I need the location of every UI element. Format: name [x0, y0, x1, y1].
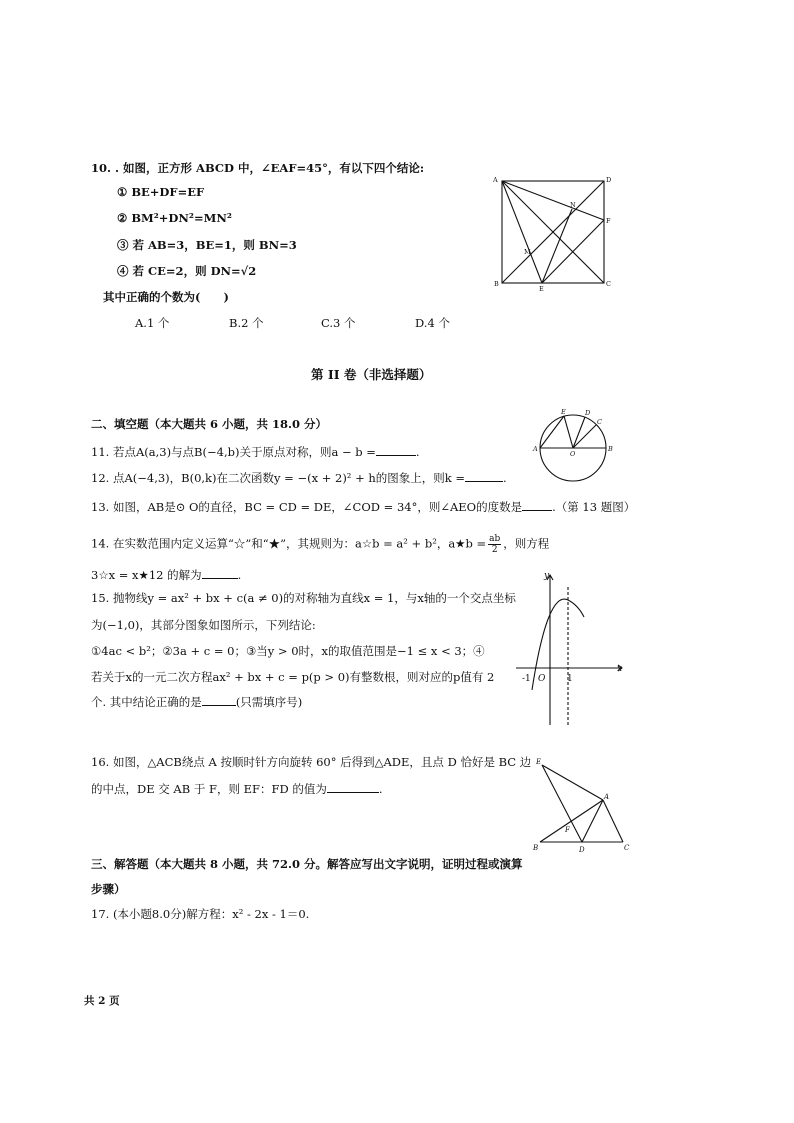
label-d: D [579, 846, 585, 854]
q15-line-2: 为(−1,0)，其部分图象如图所示，下列结论: [91, 618, 316, 632]
q15-answer-blank[interactable] [202, 693, 236, 706]
q10-option-c: C.3 个 [321, 316, 356, 330]
section-2-title: 第 II 卷（非选择题） [311, 367, 432, 382]
q10-item-3: ③ 若 AB=3，BE=1，则 BN=3 [117, 238, 297, 252]
q11-answer-blank[interactable] [376, 443, 416, 456]
q10-item-2: ② BM²+DN²=MN² [117, 211, 232, 225]
label-c: C [624, 844, 630, 852]
label-d: D [585, 409, 591, 417]
label-d: D [606, 176, 612, 184]
q12 [91, 469, 507, 486]
q14-text: 14. 在实数范围内定义运算“☆”和“★”，其规则为：a☆b = a² + b²，a★b = [91, 536, 487, 551]
segment-ad [582, 800, 603, 842]
q11-end: . [415, 445, 420, 459]
label-c: C [606, 280, 611, 288]
label-o: O [570, 450, 576, 458]
segment-ac [603, 800, 623, 842]
q14-fraction-num: ab [489, 534, 501, 544]
q10-option-b: B.2 个 [229, 316, 264, 330]
q10-item-1: ① BE+DF=EF [117, 185, 205, 199]
q14-line-1 [91, 534, 549, 555]
q12-text: 12. 点A(−4,3)，B(0,k)在二次函数y = −(x + 2)² + h的图象上，则k = [91, 471, 466, 485]
q13 [91, 498, 635, 515]
label-c: C [597, 418, 602, 426]
label-origin: O [538, 674, 546, 684]
page-footer: 共 2 页 [84, 995, 120, 1007]
q15-line-4: 若关于x的一元二次方程ax² + bx + c = p(p > 0)有整数根，则对应的p值有 2 [91, 670, 495, 684]
q16-line-1: 16. 如图，△ACB绕点 A 按顺时针方向旋转 60° 后得到△ADE，且点 D 恰好是 BC 边 [91, 755, 532, 769]
label-n: N [570, 201, 576, 209]
q14-end: . [237, 568, 242, 582]
q16-answer-blank[interactable] [327, 780, 379, 793]
label-b: B [533, 844, 539, 852]
label-b: B [608, 445, 613, 453]
q14-answer-blank[interactable] [202, 566, 238, 579]
q16-line-2 [91, 780, 383, 797]
q16-end: . [378, 782, 383, 796]
label-e: E [536, 758, 542, 766]
q11-text: 11. 若点A(a,3)与点B(−4,b)关于原点对称，则a − b = [91, 445, 376, 459]
q12-end: . [503, 471, 507, 485]
q14-fraction-den: 2 [491, 545, 498, 555]
q17: 17. (本小题8.0分)解方程：x² - 2x - 1＝0. [91, 907, 310, 921]
q10-question: 其中正确的个数为( ) [103, 290, 229, 304]
label-b: B [494, 280, 499, 288]
q15-line-5 [91, 693, 302, 710]
q11 [91, 443, 420, 460]
label-one: 1 [567, 674, 573, 684]
solve-section-header: 三、解答题（本大题共 8 小题，共 72.0 分。解答应写出文字说明，证明过程或演算 [91, 857, 523, 871]
q10-stem: 10. . 如图，正方形 ABCD 中，∠EAF=45°，有以下四个结论: [91, 161, 425, 175]
solve-section-header-cont: 步骤） [91, 882, 126, 896]
y-label: y [544, 571, 550, 581]
fill-section-header: 二、填空题（本大题共 6 小题，共 18.0 分） [91, 417, 328, 431]
label-m: M [524, 248, 531, 256]
q13-end: .（第 13 题图） [552, 500, 636, 514]
q14-text-end: ，则方程 [503, 536, 550, 551]
label-a: A [604, 793, 610, 801]
radius-oe [564, 416, 573, 448]
q14-fraction [488, 534, 501, 555]
line-ae [502, 181, 542, 283]
q13-circle-figure [530, 405, 620, 485]
radius-oc [573, 425, 596, 448]
radius-od [573, 417, 585, 448]
q10-square-figure [490, 172, 615, 294]
q15-parabola-graph [512, 565, 632, 727]
label-a: A [533, 445, 538, 453]
q15-end: (只需填序号) [235, 695, 303, 709]
q13-answer-blank[interactable] [522, 498, 552, 511]
label-f: F [606, 217, 611, 225]
q13-text: 13. 如图，AB是⊙ O的直径，BC = CD = DE，∠COD = 34°，则∠AEO的度数是 [91, 500, 523, 514]
q14-equation: 3☆x = x★12 的解为 [91, 568, 202, 582]
label-e: E [539, 285, 544, 293]
q15-line-3: ①4ac < b²；②3a + c = 0；③当y > 0时，x的取值范围是−1 ≤ x < 3；④ [91, 644, 485, 658]
label-e: E [561, 408, 566, 416]
q14-line-2 [91, 566, 241, 583]
q12-answer-blank[interactable] [465, 469, 503, 482]
q15-line-1: 15. 抛物线y = ax² + bx + c(a ≠ 0)的对称轴为直线x = 1，与x轴的一个交点坐标 [91, 591, 516, 605]
label-f: F [565, 826, 570, 834]
q16-triangle-figure [528, 752, 638, 856]
q16-text: 的中点，DE 交 AB 于 F，则 EF：FD 的值为 [91, 782, 327, 796]
label-a: A [493, 176, 498, 184]
q15-text: 个. 其中结论正确的是 [91, 695, 202, 709]
q10-option-d: D.4 个 [415, 316, 450, 330]
line-af [502, 181, 604, 220]
q10-option-a: A.1 个 [135, 316, 170, 330]
q10-item-4: ④ 若 CE=2，则 DN=√2 [117, 264, 257, 278]
label-neg1: -1 [522, 674, 531, 684]
x-label: x [617, 664, 623, 674]
